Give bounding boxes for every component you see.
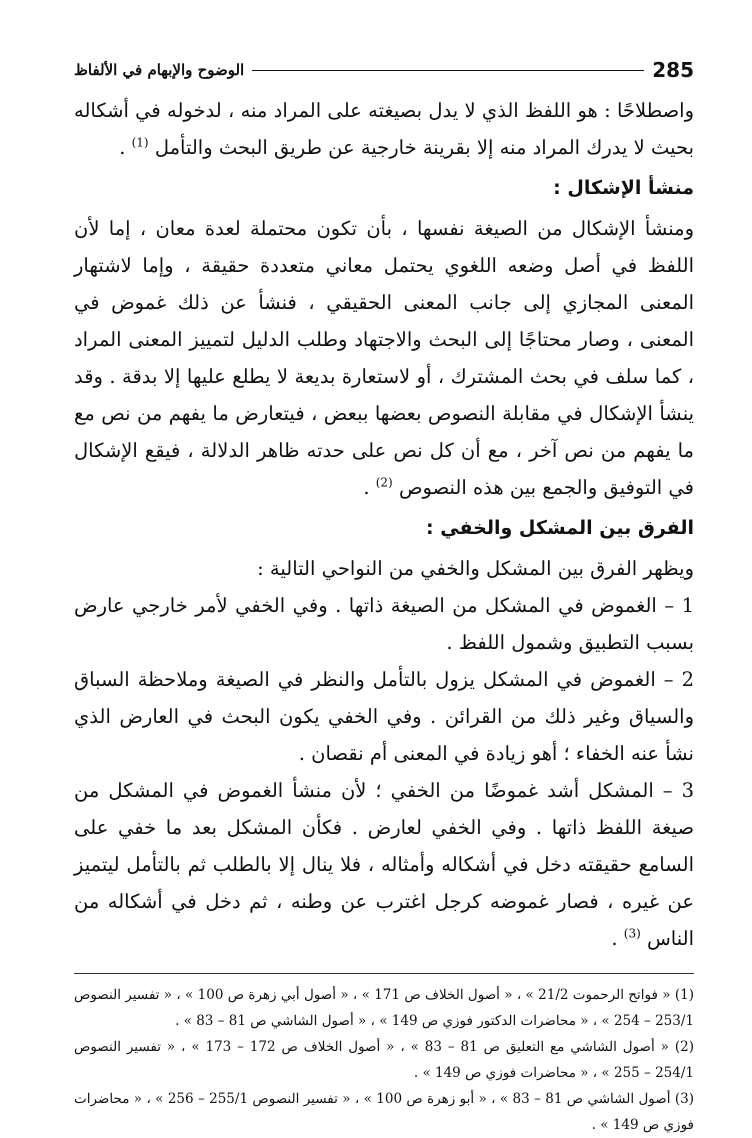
section-heading-difference: الفرق بين المشكل والخفي :: [426, 517, 694, 539]
paragraph-point-2: 2 – الغموض في المشكل يزول بالتأمل والنظر في الصيغة وملاحظة السباق والسياق وغير ذلك من القرائن . وفي الخفي يكون البحث في العارض الذي نشأ عنه الخفاء ؛ أهو زيادة في المعنى أم نقصان .: [74, 668, 694, 765]
paragraph-point-1: 1 – الغموض في المشكل من الصيغة ذاتها . وفي الخفي لأمر خارجي عارض بسبب التطبيق وشمول اللفظ .: [74, 594, 694, 654]
footnote-1: (1) « فواتح الرحموت 21/2 » ، « أصول الخلاف ص 171 » ، « أصول أبي زهرة ص 100 » ، « تفسير النصوص 253/1 – 254 » ، « محاضرات الدكتور فوزي ص 149 » ، « أصول الشاشي ص 81 – 83 » .: [74, 987, 694, 1029]
paragraph-intro: ويظهر الفرق بين المشكل والخفي من النواحي التالية :: [257, 557, 694, 580]
footnotes: [74, 982, 694, 1138]
paragraph-point-3: 3 – المشكل أشد غموضًا من الخفي ؛ لأن منشأ الغموض في المشكل من صيغة اللفظ ذاتها . وفي الخفي لعارض . فكأن المشكل بعد ما خفي على السامع حقيقته دخل في أشكاله وأمثاله ، فلا ينال إلا بالطلب ثم بالتأمل ليتميز عن غيره ، فصار غموضه كرجل اغترب عن وطنه ، ثم دخل في أشكاله من الناس $^{(3)}$ .: [74, 779, 694, 950]
footnote-separator: [74, 973, 694, 974]
footnote-2: (2) « أصول الشاشي مع التعليق ص 81 – 83 » ، « أصول الخلاف ص 172 – 173 » ، « تفسير النصوص 254/1 – 255 » ، « محاضرات فوزي ص 149 » .: [74, 1039, 694, 1081]
page-header: [74, 52, 694, 88]
paragraph-definition: واصطلاحًا : هو اللفظ الذي لا يدل بصيغته على المراد منه ، لدخوله في أشكاله بحيث لا يدرك المراد منه إلا بقرينة خارجية عن طريق البحث والتأمل $^{(1)}$ .: [74, 99, 694, 159]
footnote-ref-1[interactable]: (1): [131, 135, 149, 150]
footnote-3: (3) أصول الشاشي ص 81 – 83 » ، « أبو زهرة ص 100 » ، « تفسير النصوص 255/1 – 256 » ، « محاضرات فوزي ص 149 » .: [74, 1091, 694, 1133]
page-number: 285: [652, 58, 694, 82]
paragraph-origin: ومنشأ الإشكال من الصيغة نفسها ، بأن تكون محتملة لعدة معان ، إما لأن اللفظ في أصل وضعه اللغوي يحتمل معاني متعددة حقيقة ، وإما لاشتهار المعنى المجازي إلى جانب المعنى الحقيقي ، فنشأ عن ذلك غموض في المعنى ، وصار محتاجًا إلى البحث والاجتهاد وطلب الدليل لتمييز المعنى المراد ، كما سلف في بحث المشترك ، أو لاستعارة بديعة لا يطلع عليها إلا بدقة . وقد ينشأ الإشكال في مقابلة النصوص بعضها ببعض ، فيتعارض ما يفهم من نص مع ما يفهم من نص آخر ، مع أن كل نص على حدته ظاهر الدلالة ، فيقع الإشكال في التوفيق والجمع بين هذه النصوص $^{(2)}$ .: [74, 217, 694, 499]
running-title: الوضوح والإبهام في الألفاظ: [74, 61, 245, 79]
footnote-ref-2[interactable]: (2): [375, 475, 393, 490]
header-rule: [252, 70, 644, 71]
page-body: [74, 92, 694, 957]
book-page: [74, 52, 694, 1133]
section-heading-origin: منشأ الإشكال :: [553, 177, 694, 199]
footnote-ref-3[interactable]: (3): [623, 926, 641, 941]
